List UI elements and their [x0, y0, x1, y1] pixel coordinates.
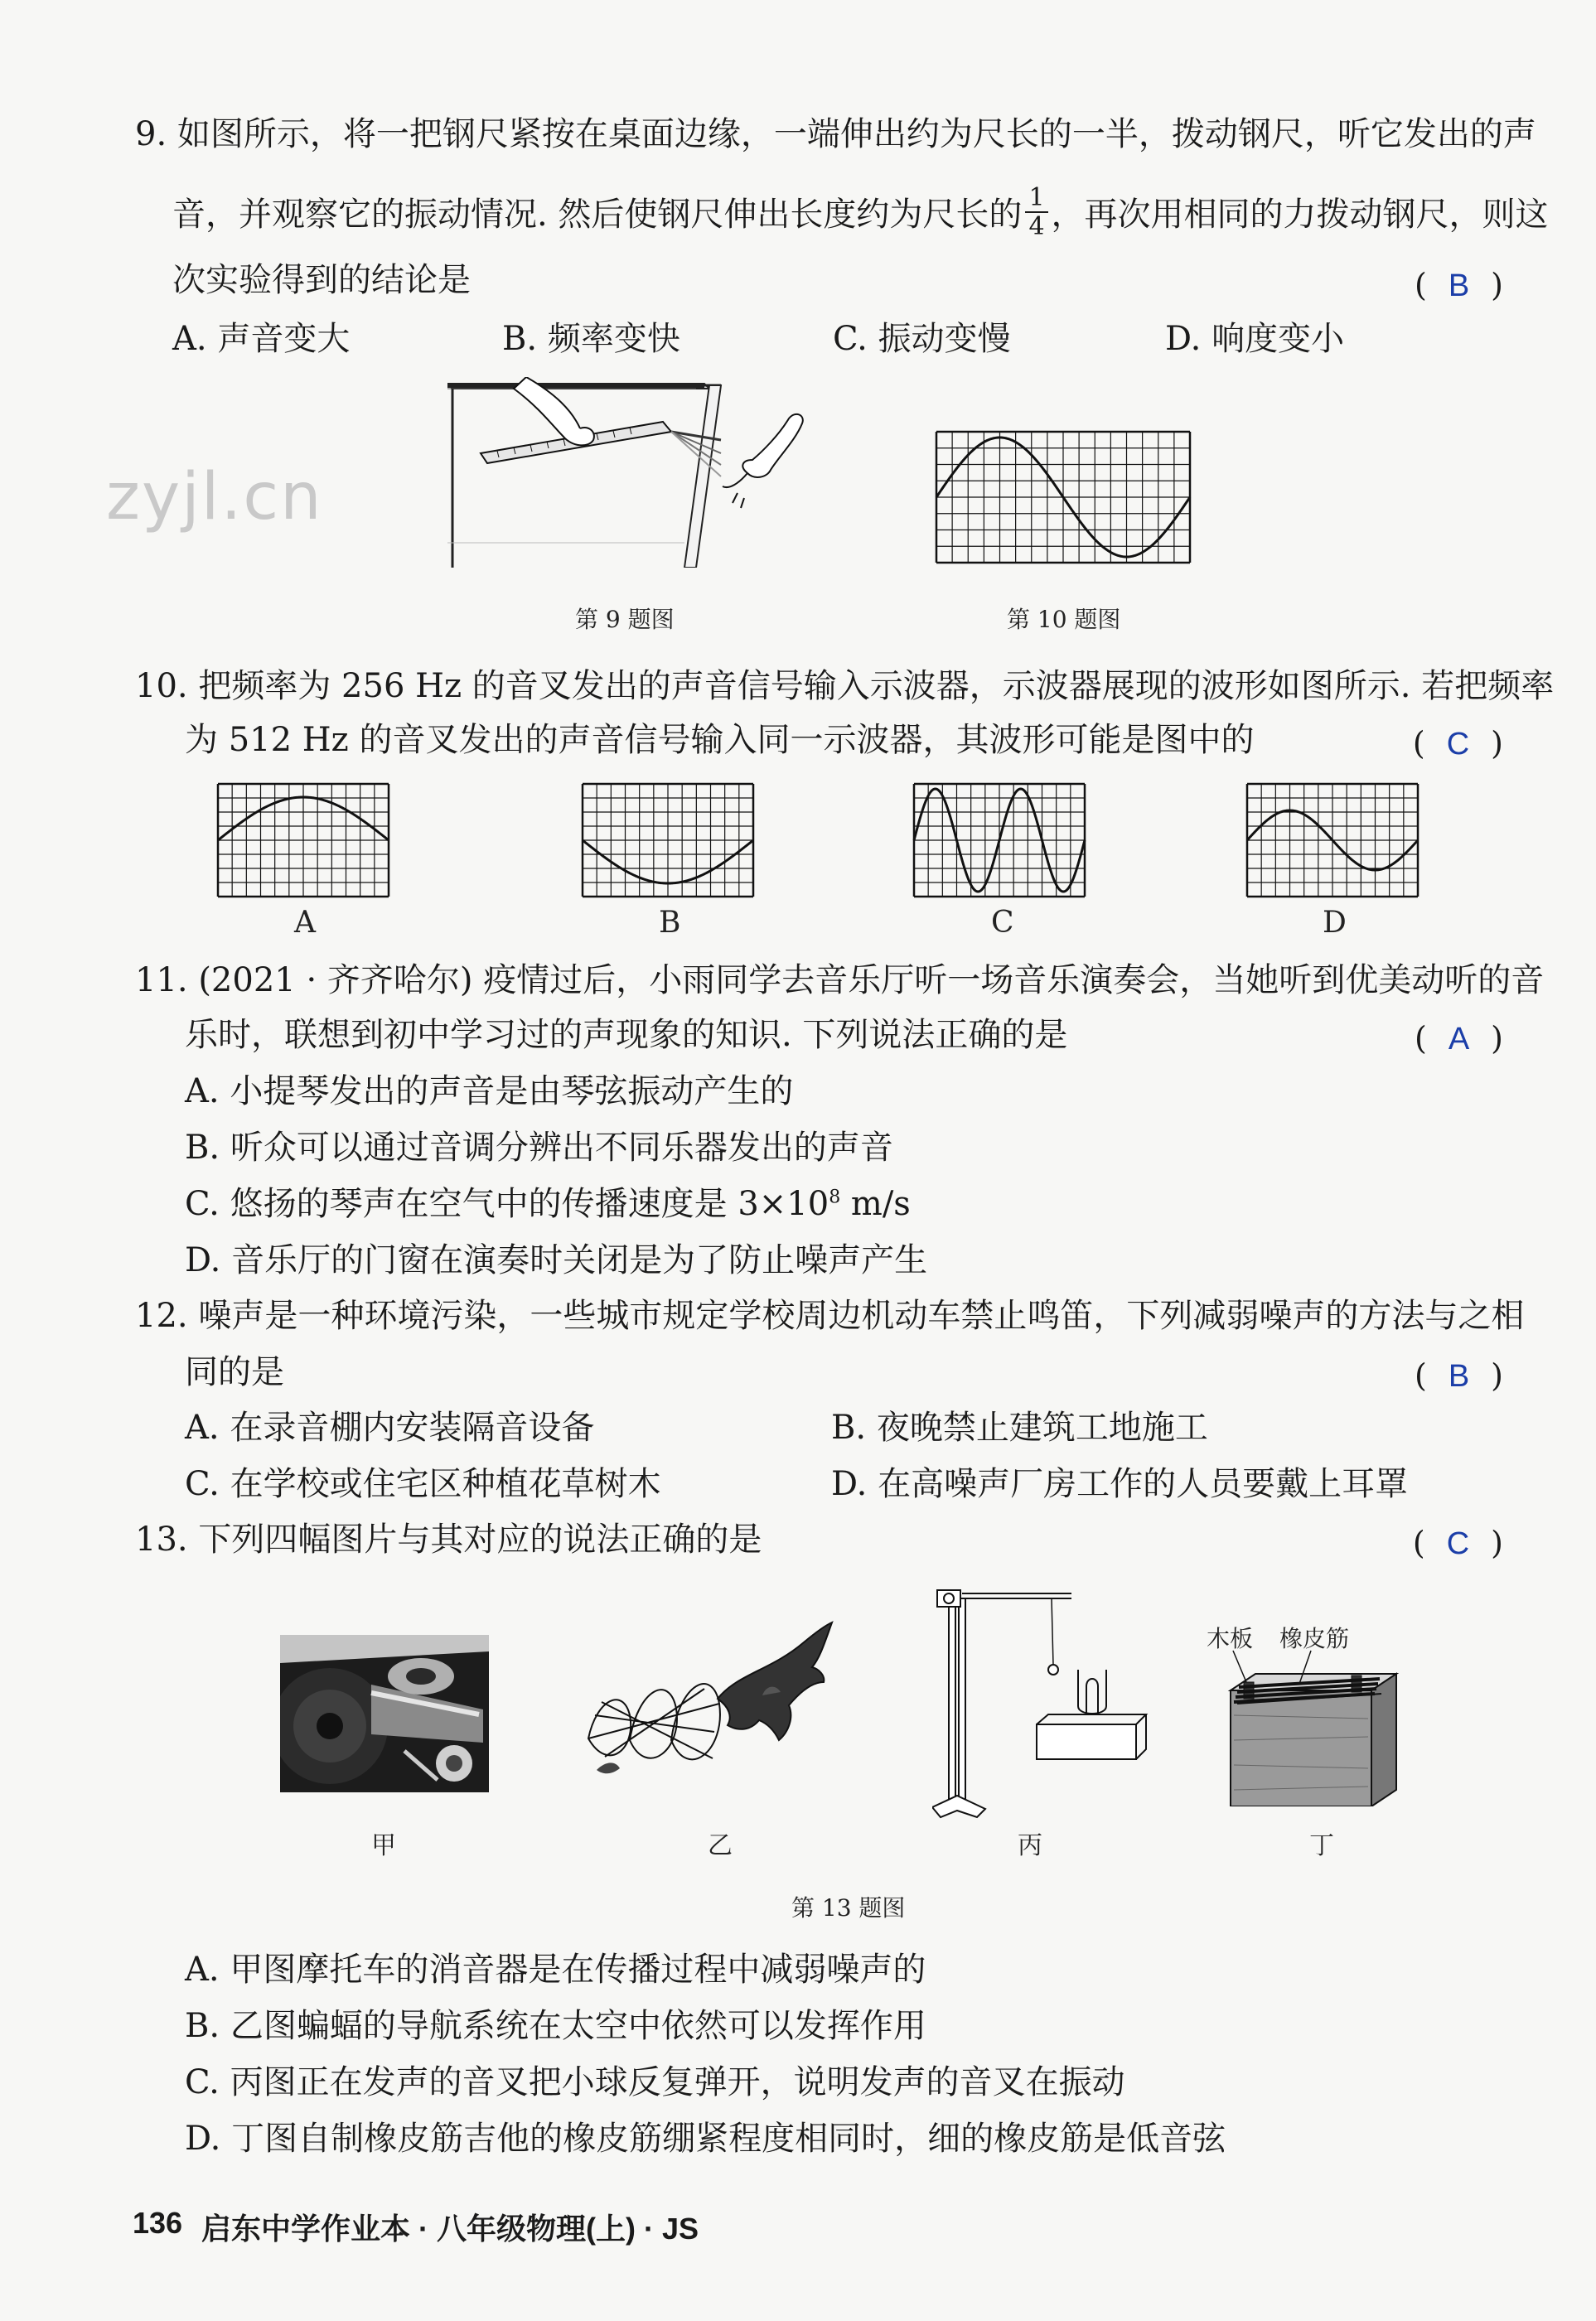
- q11-option-a: A. 小提琴发出的声音是由琴弦振动产生的: [185, 1072, 794, 1110]
- q10-label-b: B: [659, 906, 681, 940]
- q13-option-c: C. 丙图正在发声的音叉把小球反复弹开，说明发声的音叉在振动: [185, 2063, 1125, 2101]
- fig13-bing-tuning-fork-apparatus: [932, 1579, 1156, 1819]
- q9-line3: 次实验得到的结论是: [172, 261, 471, 299]
- q9-line2: [172, 183, 1549, 245]
- fig13-jia-motorcycle-photo: [280, 1635, 489, 1792]
- ding-label-rubber-band: 橡皮筋: [1279, 1625, 1350, 1652]
- q9-answer-letter: B: [1448, 268, 1470, 303]
- q10-option-a-waveform: [216, 782, 390, 898]
- grid: [218, 784, 389, 897]
- q10-figure-caption: 第 10 题图: [1007, 606, 1121, 633]
- watermark: zyjl.cn: [106, 460, 323, 534]
- waveform-c: [912, 782, 1086, 898]
- q10-answer-letter: C: [1446, 727, 1470, 762]
- q11-line1: 11. (2021 · 齐齐哈尔) 疫情过后，小雨同学去音乐厅听一场音乐演奏会，当她听到优美动听的音: [135, 961, 1545, 999]
- q11-line2: 乐时，联想到初中学习过的声现象的知识. 下列说法正确的是: [185, 1016, 1068, 1054]
- q11-option-c-exponent: 8: [829, 1187, 841, 1208]
- q12-option-c: C. 在学校或住宅区种植花草树木: [185, 1465, 661, 1503]
- q12-option-d: D. 在高噪声厂房工作的人员要戴上耳罩: [831, 1465, 1409, 1503]
- q12-line1: 12. 噪声是一种环境污染，一些城市规定学校周边机动车禁止鸣笛，下列减弱噪声的方法与之相: [135, 1297, 1525, 1335]
- q10-option-d-waveform: [1245, 782, 1419, 898]
- q10-option-c-waveform: [912, 782, 1086, 898]
- waveform-d: [1245, 782, 1419, 898]
- waveform-a: [216, 782, 390, 898]
- q9-answer: ( B ): [1414, 267, 1503, 303]
- q11-answer: ( A ): [1414, 1020, 1503, 1057]
- grid: [583, 784, 753, 897]
- q13-line1: 13. 下列四幅图片与其对应的说法正确的是: [135, 1521, 762, 1559]
- q11-option-c-unit: m/s: [840, 1185, 911, 1223]
- fig13-label-jia: 甲: [371, 1831, 396, 1860]
- q10-label-d: D: [1323, 906, 1347, 940]
- q10-label-a: A: [294, 906, 316, 940]
- q11-option-c: [185, 1187, 911, 1221]
- q9-frac-den: 4: [1028, 212, 1045, 241]
- q13-option-b: B. 乙图蝙蝠的导航系统在太空中依然可以发挥作用: [185, 2007, 926, 2045]
- page-number: 136: [133, 2206, 183, 2240]
- fig13-label-bing: 丙: [1018, 1831, 1042, 1860]
- q13-caption: 第 13 题图: [791, 1894, 906, 1922]
- book-title: 启东中学作业本 · 八年级物理(上) · JS: [201, 2212, 699, 2246]
- q12-option-b: B. 夜晚禁止建筑工地施工: [831, 1409, 1208, 1447]
- q9-caption: 第 9 题图: [575, 606, 675, 633]
- q9-option-a: A. 声音变大: [172, 320, 351, 358]
- q9-option-d: D. 响度变小: [1165, 320, 1345, 358]
- q12-answer-letter: B: [1448, 1359, 1470, 1394]
- q9-option-b: B. 频率变快: [502, 320, 680, 358]
- q13-answer: ( C ): [1412, 1525, 1503, 1561]
- ding-leader-lines: [1218, 1649, 1334, 1690]
- fig13-yi-bat-echolocation: [572, 1616, 845, 1782]
- q13-answer-letter: C: [1446, 1526, 1470, 1561]
- q10-line2: 为 512 Hz 的音叉发出的声音信号输入同一示波器，其波形可能是图中的: [185, 721, 1255, 759]
- fig13-label-ding: 丁: [1309, 1831, 1334, 1860]
- q10-line1: 10. 把频率为 256 Hz 的音叉发出的声音信号输入示波器，示波器展现的波形如图所示. 若把频率: [135, 667, 1555, 705]
- q10-answer: ( C ): [1412, 725, 1503, 762]
- fig10-oscilloscope: [935, 430, 1192, 564]
- q9-line2-post: ，再次用相同的力拨动钢尺，则这: [1051, 196, 1549, 234]
- q9-frac-num: 1: [1025, 184, 1047, 213]
- q9-fraction: [1025, 184, 1047, 240]
- q13-option-a: A. 甲图摩托车的消音器是在传播过程中减弱噪声的: [185, 1951, 926, 1989]
- q9-line1: 9. 如图所示，将一把钢尺紧按在桌面边缘，一端伸出约为尺长的一半，拨动钢尺，听它发出的声: [135, 115, 1536, 153]
- q10-label-c: C: [991, 906, 1014, 940]
- q12-option-a: A. 在录音棚内安装隔音设备: [185, 1409, 595, 1447]
- ding-label-board: 木板: [1207, 1625, 1254, 1652]
- q11-option-b: B. 听众可以通过音调分辨出不同乐器发出的声音: [185, 1129, 893, 1167]
- fig10-waveform: [935, 430, 1192, 564]
- q11-answer-letter: A: [1448, 1022, 1470, 1057]
- fig9-ruler-illustration: [447, 377, 812, 568]
- waveform-b: [581, 782, 755, 898]
- q9-option-c: C. 振动变慢: [833, 320, 1011, 358]
- q12-line2: 同的是: [185, 1353, 284, 1391]
- q10-option-b-waveform: [581, 782, 755, 898]
- q11-option-c-text: C. 悠扬的琴声在空气中的传播速度是 3×10: [185, 1185, 829, 1223]
- q13-option-d: D. 丁图自制橡皮筋吉他的橡皮筋绷紧程度相同时，细的橡皮筋是低音弦: [185, 2120, 1226, 2158]
- fig13-label-yi: 乙: [708, 1831, 733, 1860]
- q12-answer: ( B ): [1414, 1357, 1503, 1394]
- q11-option-d: D. 音乐厅的门窗在演奏时关闭是为了防止噪声产生: [185, 1241, 928, 1279]
- q9-line2-pre: 音，并观察它的振动情况. 然后使钢尺伸出长度约为尺长的: [172, 196, 1023, 234]
